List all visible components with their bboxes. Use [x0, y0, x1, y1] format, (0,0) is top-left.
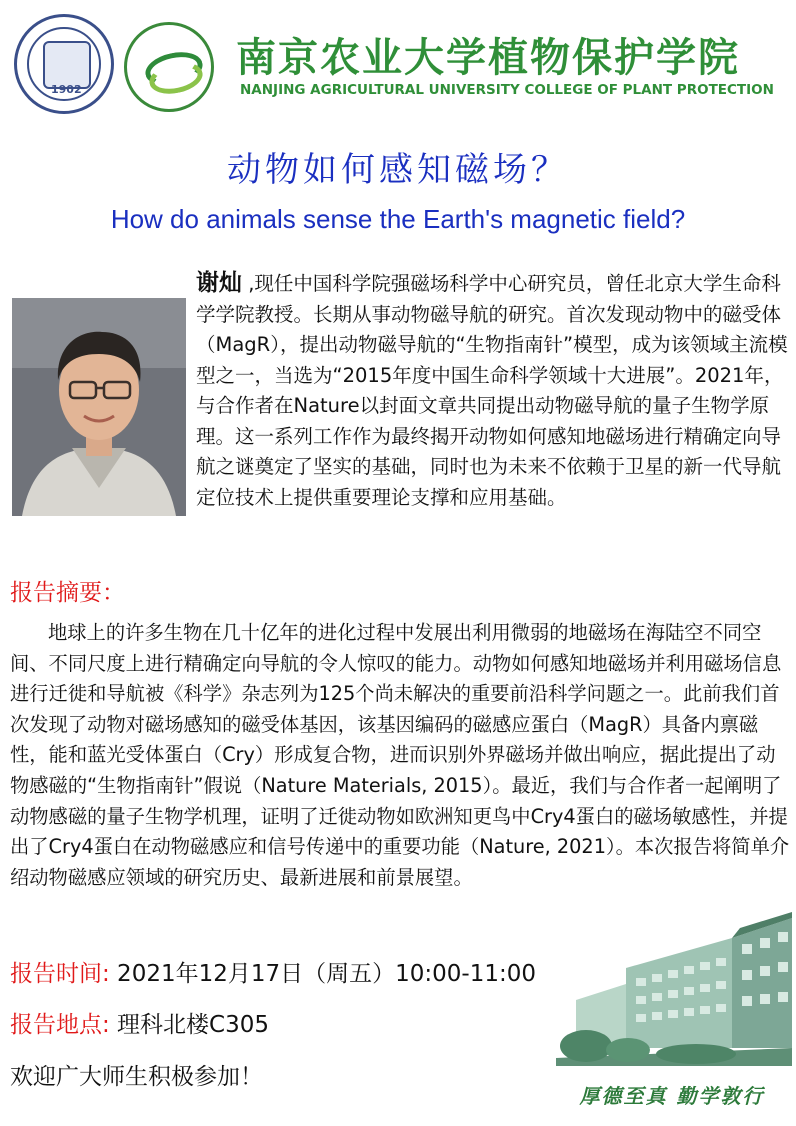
talk-title-cn: 动物如何感知磁场？ [227, 150, 569, 190]
university-motto: 厚德至真 勤学敦行 [579, 1084, 765, 1108]
college-logo [124, 22, 214, 112]
talk-time [10, 955, 536, 988]
talk-time-label: 报告时间: [10, 961, 110, 987]
njau-seal-logo [14, 14, 114, 114]
seal-emblem [43, 41, 91, 89]
talk-place [10, 1006, 269, 1039]
campus-building-illustration [556, 908, 792, 1066]
talk-place-label: 报告地点: [10, 1012, 110, 1038]
speaker-name: 谢灿 [196, 269, 242, 296]
speaker-bio-text: ,现任中国科学院强磁场科学中心研究员，曾任北京大学生命科学学院教授。长期从事动物磁导航的研究。首次发现动物中的磁受体（MagR），提出动物磁导航的“生物指南针”模型，成为该领域主流模型之一，当选为“2015年度中国生命科学领域十大进展”。2021年，与合作者在Nature以封面文章共同提出动物磁导航的量子生物学原理。这一系列工作作为最终揭开动物如何感知地磁场进行精确定向导航之谜奠定了坚实的基础，同时也为未来不依赖于卫星的新一代导航定位技术上提供重要理论支撑和应用基础。 [196, 272, 788, 509]
speaker-photo [12, 298, 186, 516]
talk-title-en: How do animals sense the Earth's magnetic field? [110, 204, 686, 234]
talk-time-value: 2021年12月17日（周五）10:00-11:00 [109, 961, 536, 987]
header [0, 0, 796, 122]
abstract-label: 报告摘要： [10, 580, 125, 606]
college-name-cn: 南京农业大学植物保护学院 [236, 35, 740, 81]
seal-year: 1902 [51, 83, 82, 96]
abstract-text: 地球上的许多生物在几十亿年的进化过程中发展出利用微弱的地磁场在海陆空不同空间、不同尺度上进行精确定向导航的令人惊叹的能力。动物如何感知地磁场并利用磁场信息进行迁徙和导航被《科学》杂志列为125个尚未解决的重要前沿科学问题之一。此前我们首次发现了动物对磁场感知的磁受体基因，该基因编码的磁感应蛋白（MagR）具备内禀磁性，能和蓝光受体蛋白（Cry）形成复合物，进而识别外界磁场并做出响应，据此提出了动物感磁的“生物指南针”假说（Nature Materials, 2015）。最近，我们与合作者一起阐明了动物感磁的量子生物学机理，证明了迁徙动物如欧洲知更鸟中Cry4蛋白的磁场敏感性，并提出了Cry4蛋白在动物磁感应和信号传递中的重要功能（Nature, 2021）。本次报告将简单介绍动物磁感应领域的研究历史、最新进展和前景展望。 [10, 621, 790, 889]
welcome-text: 欢迎广大师生积极参加！ [10, 1064, 263, 1090]
talk-place-value: 理科北楼C305 [109, 1012, 270, 1038]
speaker-bio [196, 268, 792, 513]
college-name-en: NANJING AGRICULTURAL UNIVERSITY COLLEGE OF PLANT PROTECTION [240, 82, 774, 98]
speaker-portrait [12, 298, 186, 516]
